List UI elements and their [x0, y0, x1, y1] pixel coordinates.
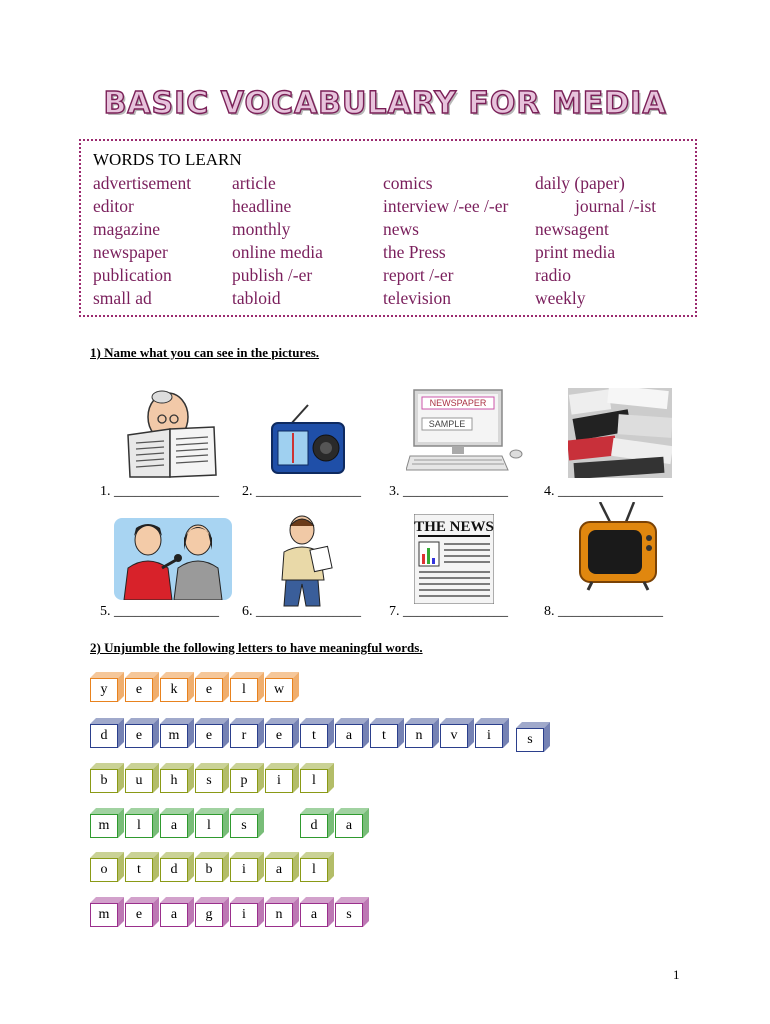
- cube-letter: a: [160, 903, 188, 927]
- letter-cube[interactable]: [516, 722, 544, 746]
- cube-letter: w: [265, 678, 293, 702]
- cube-letter: m: [160, 724, 188, 748]
- vocab-word: report /-er: [383, 265, 454, 285]
- interview-icon: [114, 518, 232, 600]
- cube-letter: l: [300, 858, 328, 882]
- letter-cube[interactable]: [265, 897, 293, 921]
- letter-cube[interactable]: [195, 763, 223, 787]
- cube-letter: d: [90, 724, 118, 748]
- cube-letter: i: [230, 903, 258, 927]
- exercise2-heading: 2) Unjumble the following letters to have meaningful words.: [90, 640, 423, 655]
- letter-cube[interactable]: [90, 763, 118, 787]
- letter-cube[interactable]: [125, 763, 153, 787]
- letter-cube[interactable]: [300, 718, 328, 742]
- vocab-word: article: [232, 173, 276, 193]
- letter-cube[interactable]: [90, 672, 118, 696]
- letter-cube[interactable]: [125, 672, 153, 696]
- letter-cube[interactable]: [230, 718, 258, 742]
- words-to-learn-heading: WORDS TO LEARN: [93, 150, 242, 169]
- cube-letter: n: [265, 903, 293, 927]
- newspaper-monitor-icon: [406, 388, 524, 476]
- vocab-word: online media: [232, 242, 323, 262]
- letter-cube[interactable]: [195, 718, 223, 742]
- vocab-word: tabloid: [232, 288, 281, 308]
- words-to-learn-box: [79, 139, 697, 317]
- answer-blank[interactable]: 5. _______________: [100, 604, 219, 619]
- letter-cube[interactable]: [195, 897, 223, 921]
- svg-text:THE NEWS: THE NEWS: [414, 519, 494, 535]
- letter-cube[interactable]: [300, 897, 328, 921]
- letter-cube[interactable]: [90, 897, 118, 921]
- letter-cube[interactable]: [230, 763, 258, 787]
- letter-cube[interactable]: [160, 763, 188, 787]
- vocab-word: radio: [535, 265, 571, 285]
- vocab-word: daily (paper): [535, 173, 625, 193]
- cube-letter: t: [125, 858, 153, 882]
- cube-letter: r: [230, 724, 258, 748]
- letter-cube[interactable]: [300, 808, 328, 832]
- vocab-word: publish /-er: [232, 265, 313, 285]
- letter-cube[interactable]: [195, 672, 223, 696]
- vocab-word: comics: [383, 173, 433, 193]
- vocab-word: monthly: [232, 219, 291, 239]
- cube-letter: e: [125, 724, 153, 748]
- exercise1-heading: 1) Name what you can see in the pictures.: [90, 345, 320, 360]
- vocab-word: advertisement: [93, 173, 192, 193]
- answer-blank[interactable]: 2. _______________: [242, 484, 361, 499]
- cube-letter: s: [230, 814, 258, 838]
- letter-cube[interactable]: [230, 852, 258, 876]
- cube-letter: s: [516, 728, 544, 752]
- vocab-word: news: [383, 219, 419, 239]
- letter-cube[interactable]: [125, 808, 153, 832]
- television-icon: [576, 502, 660, 592]
- man-reading-newspaper-icon: [118, 385, 223, 480]
- cube-letter: h: [160, 769, 188, 793]
- vocab-word: newspaper: [93, 242, 168, 262]
- radio-icon: [268, 403, 348, 475]
- cube-letter: i: [230, 858, 258, 882]
- vocab-word: print media: [535, 242, 616, 262]
- cube-letter: v: [440, 724, 468, 748]
- cube-letter: b: [195, 858, 223, 882]
- cube-letter: a: [265, 858, 293, 882]
- letter-cube[interactable]: [125, 897, 153, 921]
- cube-letter: l: [300, 769, 328, 793]
- vocab-word: weekly: [535, 288, 586, 308]
- letter-cube[interactable]: [90, 718, 118, 742]
- cube-letter: b: [90, 769, 118, 793]
- cube-letter: e: [265, 724, 293, 748]
- cube-letter: e: [125, 903, 153, 927]
- vocab-word: newsagent: [535, 219, 609, 239]
- answer-blank[interactable]: 8. _______________: [544, 604, 663, 619]
- cube-letter: a: [300, 903, 328, 927]
- letter-cube[interactable]: [160, 852, 188, 876]
- answer-blank[interactable]: 7. _______________: [389, 604, 508, 619]
- letter-cube[interactable]: [160, 897, 188, 921]
- letter-cube[interactable]: [335, 897, 363, 921]
- cube-letter: e: [195, 724, 223, 748]
- letter-cube[interactable]: [195, 808, 223, 832]
- vocab-word: television: [383, 288, 452, 308]
- letter-cube[interactable]: [230, 808, 258, 832]
- cube-letter: d: [160, 858, 188, 882]
- letter-cube[interactable]: [265, 718, 293, 742]
- vocab-word: publication: [93, 265, 172, 285]
- cube-letter: i: [475, 724, 503, 748]
- cube-letter: s: [195, 769, 223, 793]
- letter-cube[interactable]: [160, 672, 188, 696]
- vocab-word: interview /-ee /-er: [383, 196, 509, 216]
- cube-letter: u: [125, 769, 153, 793]
- cube-letter: l: [230, 678, 258, 702]
- vocab-word: magazine: [93, 219, 161, 239]
- letter-cube[interactable]: [475, 718, 503, 742]
- cube-letter: e: [125, 678, 153, 702]
- cube-letter: p: [230, 769, 258, 793]
- cube-letter: a: [160, 814, 188, 838]
- letter-cube[interactable]: [300, 763, 328, 787]
- vocab-word: headline: [232, 196, 292, 216]
- letter-cube[interactable]: [195, 852, 223, 876]
- letter-cube[interactable]: [405, 718, 433, 742]
- cube-letter: y: [90, 678, 118, 702]
- cube-letter: t: [300, 724, 328, 748]
- letter-cube[interactable]: [265, 672, 293, 696]
- reporter-icon: [272, 514, 344, 610]
- cube-letter: d: [300, 814, 328, 838]
- vocab-word: editor: [93, 196, 134, 216]
- cube-letter: k: [160, 678, 188, 702]
- cube-letter: o: [90, 858, 118, 882]
- letter-cube[interactable]: [90, 852, 118, 876]
- cube-letter: m: [90, 903, 118, 927]
- vocab-word: small ad: [93, 288, 152, 308]
- letter-cube[interactable]: [230, 897, 258, 921]
- page-title: BASIC VOCABULARY FOR MEDIA: [103, 86, 667, 121]
- letter-cube[interactable]: [125, 718, 153, 742]
- cube-letter: e: [195, 678, 223, 702]
- letter-cube[interactable]: [265, 763, 293, 787]
- cube-letter: n: [405, 724, 433, 748]
- letter-cube[interactable]: [440, 718, 468, 742]
- letter-cube[interactable]: [370, 718, 398, 742]
- letter-cube[interactable]: [160, 808, 188, 832]
- cube-letter: g: [195, 903, 223, 927]
- letter-cube[interactable]: [335, 718, 363, 742]
- cube-letter: a: [335, 724, 363, 748]
- letter-cube[interactable]: [335, 808, 363, 832]
- page-number: 1: [673, 967, 680, 982]
- the-news-newspaper-icon: [414, 514, 494, 604]
- answer-blank[interactable]: 6. _______________: [242, 604, 361, 619]
- letter-cube[interactable]: [265, 852, 293, 876]
- letter-cube[interactable]: [90, 808, 118, 832]
- vocab-word: journal /-ist: [575, 196, 657, 216]
- answer-blank[interactable]: 3. _______________: [389, 484, 508, 499]
- cube-letter: i: [265, 769, 293, 793]
- cube-letter: l: [125, 814, 153, 838]
- answer-blank[interactable]: 1. _______________: [100, 484, 219, 499]
- cube-letter: s: [335, 903, 363, 927]
- letter-cube[interactable]: [230, 672, 258, 696]
- letter-cube[interactable]: [300, 852, 328, 876]
- cube-letter: m: [90, 814, 118, 838]
- svg-text:NEWSPAPER: NEWSPAPER: [429, 398, 487, 408]
- vocab-word: the Press: [383, 242, 446, 262]
- newspaper-headlines-collage-icon: [568, 388, 672, 478]
- cube-letter: a: [335, 814, 363, 838]
- letter-cube[interactable]: [160, 718, 188, 742]
- letter-cube[interactable]: [125, 852, 153, 876]
- answer-blank[interactable]: 4. _______________: [544, 484, 663, 499]
- cube-letter: l: [195, 814, 223, 838]
- svg-text:SAMPLE: SAMPLE: [428, 419, 466, 429]
- cube-letter: t: [370, 724, 398, 748]
